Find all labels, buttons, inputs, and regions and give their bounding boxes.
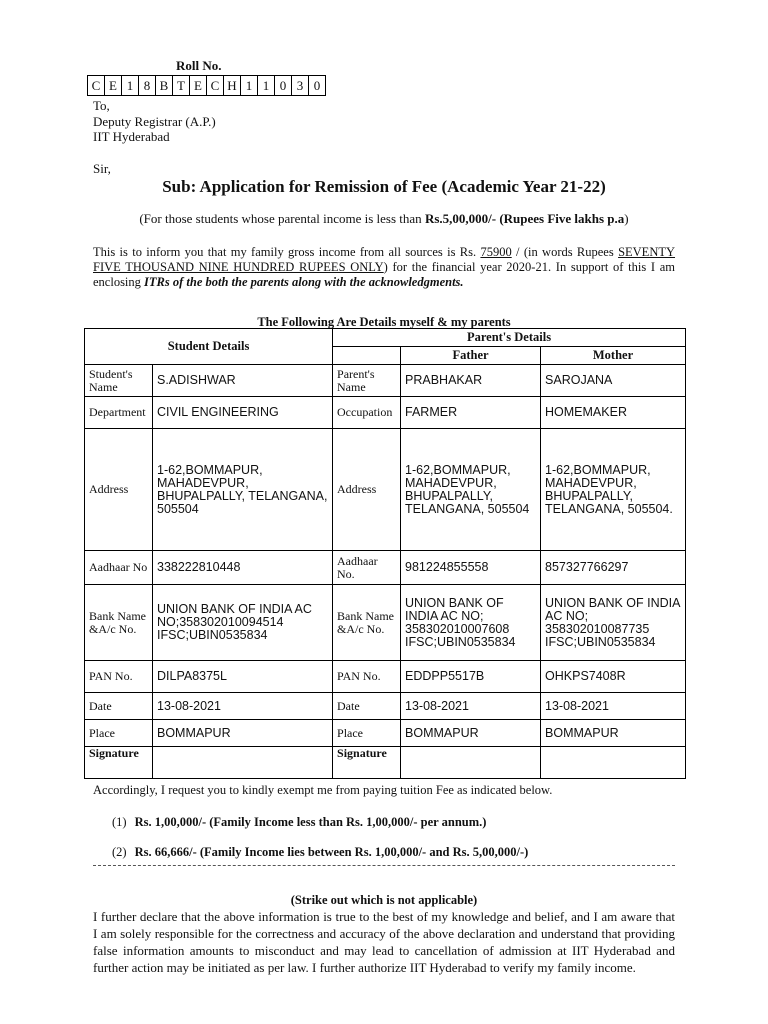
- income-note-prefix: (For those students whose parental income is less than: [139, 211, 425, 226]
- father-pan: EDDPP5517B: [401, 661, 541, 693]
- row-label: Date: [333, 693, 401, 720]
- row-label: PAN No.: [85, 661, 153, 693]
- roll-char-box: B: [155, 75, 173, 96]
- row-label: Parent's Name: [333, 365, 401, 397]
- roll-char-box: 1: [240, 75, 258, 96]
- income-text-1: This is to inform you that my family gross income from all sources is Rs.: [93, 245, 481, 259]
- row-label: Occupation: [333, 397, 401, 429]
- table-row: [85, 397, 686, 429]
- father-aadhaar: 981224855558: [401, 551, 541, 585]
- enclosure-text: ITRs of the both the parents along with the acknowledgments.: [144, 275, 464, 289]
- row-label: Bank Name &A/c No.: [333, 585, 401, 661]
- student-details-header: Student Details: [85, 329, 333, 365]
- father-signature: [401, 747, 541, 779]
- option-2-number: (2): [112, 845, 127, 859]
- row-label: Address: [85, 429, 153, 551]
- option-1-text: Rs. 1,00,000/- (Family Income less than Rs. 1,00,000/- per annum.): [134, 815, 487, 829]
- father-place: BOMMAPUR: [401, 720, 541, 747]
- row-label: Signature: [85, 747, 153, 779]
- roll-char-box: C: [87, 75, 105, 96]
- income-note-suffix: ): [624, 211, 629, 226]
- row-label: Bank Name &A/c No.: [85, 585, 153, 661]
- income-note: [0, 211, 768, 227]
- table-row: [85, 365, 686, 397]
- row-label: Place: [85, 720, 153, 747]
- mother-name: SAROJANA: [541, 365, 686, 397]
- row-label: Aadhaar No: [85, 551, 153, 585]
- income-note-bold: Rs.5,00,000/- (Rupees Five lakhs p.a: [424, 211, 625, 226]
- father-date: 13-08-2021: [401, 693, 541, 720]
- income-words: SEVENTY FIVE THOUSAND NINE HUNDRED RUPEES ONLY: [93, 245, 676, 274]
- row-label: PAN No.: [333, 661, 401, 693]
- roll-char-box: 3: [291, 75, 309, 96]
- student-signature: [153, 747, 333, 779]
- row-label: Signature: [333, 747, 401, 779]
- income-amount: 75900: [480, 245, 512, 259]
- roll-char-box: 0: [274, 75, 292, 96]
- table-row: [85, 585, 686, 661]
- row-label: Aadhaar No.: [333, 551, 401, 585]
- option-1-number: (1): [112, 815, 127, 829]
- row-label: Student's Name: [85, 365, 153, 397]
- roll-char-box: 0: [308, 75, 326, 96]
- student-date: 13-08-2021: [153, 693, 333, 720]
- roll-number-label: Roll No.: [176, 58, 222, 73]
- roll-char-box: H: [223, 75, 241, 96]
- mother-aadhaar: 857327766297: [541, 551, 686, 585]
- income-text-3: ) for the financial year 2020-21. In support of this I am enclosing: [93, 260, 675, 289]
- table-row: [85, 661, 686, 693]
- blank-cell: [333, 347, 401, 365]
- roll-char-box: C: [206, 75, 224, 96]
- address-line-1: Deputy Registrar (A.P.): [93, 114, 216, 129]
- option-2-text: Rs. 66,666/- (Family Income lies between Rs. 1,00,000/- and Rs. 5,00,000/-): [134, 845, 529, 859]
- dashed-divider: [93, 865, 675, 866]
- salutation: Sir,: [93, 161, 111, 176]
- mother-header: Mother: [541, 347, 686, 365]
- row-label: Date: [85, 693, 153, 720]
- father-bank: UNION BANK OF INDIA AC NO; 358302010007608 IFSC;UBIN0535834: [401, 585, 541, 661]
- student-pan: DILPA8375L: [153, 661, 333, 693]
- student-name: S.ADISHWAR: [153, 365, 333, 397]
- father-occupation: FARMER: [401, 397, 541, 429]
- mother-place: BOMMAPUR: [541, 720, 686, 747]
- income-text-2: / (in words Rupees: [511, 245, 619, 259]
- table-row: [85, 551, 686, 585]
- roll-char-box: 1: [121, 75, 139, 96]
- mother-date: 13-08-2021: [541, 693, 686, 720]
- mother-bank: UNION BANK OF INDIA AC NO; 358302010087735 IFSC;UBIN0535834: [541, 585, 686, 661]
- student-address: 1-62,BOMMAPUR, MAHADEVPUR, BHUPALPALLY, TELANGANA, 505504: [153, 429, 333, 551]
- mother-address: 1-62,BOMMAPUR, MAHADEVPUR, BHUPALPALLY, TELANGANA, 505504.: [541, 429, 686, 551]
- address-line-2: IIT Hyderabad: [93, 129, 170, 144]
- option-2: [112, 845, 528, 860]
- row-label: Place: [333, 720, 401, 747]
- father-name: PRABHAKAR: [401, 365, 541, 397]
- parents-details-header: Parent's Details: [333, 329, 686, 347]
- table-row: [85, 720, 686, 747]
- roll-char-box: 8: [138, 75, 156, 96]
- mother-pan: OHKPS7408R: [541, 661, 686, 693]
- roll-char-box: T: [172, 75, 190, 96]
- student-bank: UNION BANK OF INDIA AC NO;358302010094514 IFSC;UBIN0535834: [153, 585, 333, 661]
- mother-occupation: HOMEMAKER: [541, 397, 686, 429]
- option-1: [112, 815, 486, 830]
- student-department: CIVIL ENGINEERING: [153, 397, 333, 429]
- row-label: Address: [333, 429, 401, 551]
- table-row: [85, 693, 686, 720]
- roll-char-box: 1: [257, 75, 275, 96]
- roll-number-boxes: [88, 75, 326, 96]
- details-table: [84, 328, 686, 779]
- subject-heading: Sub: Application for Remission of Fee (Academic Year 21-22): [162, 177, 606, 196]
- student-aadhaar: 338222810448: [153, 551, 333, 585]
- table-row: [85, 429, 686, 551]
- mother-signature: [541, 747, 686, 779]
- income-paragraph: [93, 245, 675, 290]
- father-header: Father: [401, 347, 541, 365]
- address-to: To,: [93, 98, 110, 113]
- strike-note: (Strike out which is not applicable): [290, 893, 478, 907]
- row-label: Department: [85, 397, 153, 429]
- details-table-title: The Following Are Details myself & my parents: [257, 315, 511, 329]
- father-address: 1-62,BOMMAPUR, MAHADEVPUR, BHUPALPALLY, TELANGANA, 505504: [401, 429, 541, 551]
- declaration-text: I further declare that the above information is true to the best of my knowledge and belief, and I am aware that I am solely responsible for the correctness and accuracy of the above declaration and understand that providing false information amounts to misconduct and may lead to cancellation of admission at IIT Hyderabad and further action may be initiated as per law. I further authorize IIT Hyderabad to verify my family income.: [93, 909, 675, 975]
- request-text: Accordingly, I request you to kindly exempt me from paying tuition Fee as indicated below.: [93, 783, 553, 797]
- roll-char-box: E: [189, 75, 207, 96]
- roll-char-box: E: [104, 75, 122, 96]
- student-place: BOMMAPUR: [153, 720, 333, 747]
- table-row: [85, 747, 686, 779]
